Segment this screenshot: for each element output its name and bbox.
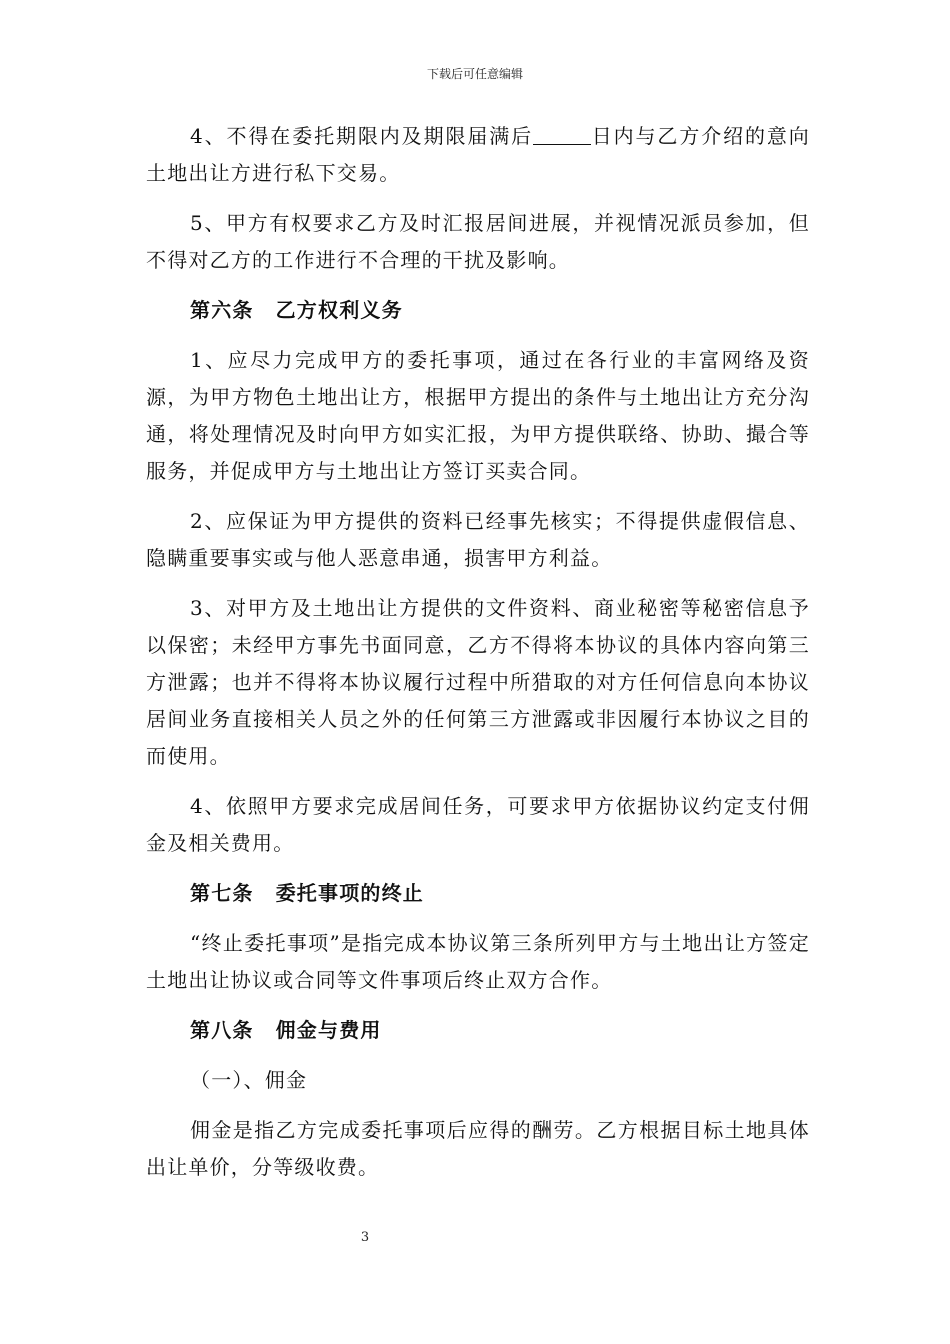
subsection-commission: （一）、佣金 bbox=[190, 1068, 308, 1092]
paragraph-termination: “终止委托事项”是指完成本协议第三条所列甲方与土地出让方签定土地出让协议或合同等文件事项后终止双方合作。 bbox=[146, 931, 810, 992]
article-number: 第七条 bbox=[190, 881, 254, 905]
document-body bbox=[146, 118, 810, 1199]
paragraph-party-a-5: 5、甲方有权要求乙方及时汇报居间进展，并视情况派员参加，但不得对乙方的工作进行不合理的干扰及影响。 bbox=[146, 211, 810, 272]
article-title: 乙方权利义务 bbox=[275, 298, 403, 322]
paragraph-party-b-3: 3、对甲方及土地出让方提供的文件资料、商业秘密等秘密信息予以保密；未经甲方事先书面同意，乙方不得将本协议的具体内容向第三方泄露；也并不得将本协议履行过程中所猎取的对方任何信息向本协议居间业务直接相关人员之外的任何第三方泄露或非因履行本协议之目的而使用。 bbox=[146, 596, 810, 768]
article-number: 第八条 bbox=[190, 1018, 254, 1042]
page-number: 3 bbox=[360, 1230, 370, 1245]
paragraph-party-b-2: 2、应保证为甲方提供的资料已经事先核实；不得提供虚假信息、隐瞒重要事实或与他人恶意串通，损害甲方利益。 bbox=[146, 509, 810, 570]
paragraph-party-a-4 bbox=[146, 118, 810, 192]
article-title: 委托事项的终止 bbox=[275, 881, 425, 905]
article-number: 第六条 bbox=[190, 298, 254, 322]
article-8-heading bbox=[146, 1012, 810, 1049]
paragraph-text: 4、不得在委托期限内及期限届满后 bbox=[190, 124, 534, 148]
page-header: 下载后可任意编辑 bbox=[426, 67, 523, 81]
article-7-heading bbox=[146, 875, 810, 912]
paragraph-party-b-4: 4、依照甲方要求完成居间任务，可要求甲方依据协议约定支付佣金及相关费用。 bbox=[146, 794, 810, 855]
article-title: 佣金与费用 bbox=[275, 1018, 382, 1042]
paragraph-text: 日内与乙方介绍的意向土地出让方进行私下交易。 bbox=[146, 124, 810, 185]
blank-days-field bbox=[533, 124, 591, 145]
paragraph-party-b-1: 1、应尽力完成甲方的委托事项，通过在各行业的丰富网络及资源，为甲方物色土地出让方，根据甲方提出的条件与土地出让方充分沟通，将处理情况及时向甲方如实汇报，为甲方提供联络、协助、撮合等服务，并促成甲方与土地出让方签订买卖合同。 bbox=[146, 348, 810, 483]
article-6-heading bbox=[146, 292, 810, 329]
paragraph-commission: 佣金是指乙方完成委托事项后应得的酬劳。乙方根据目标土地具体出让单价，分等级收费。 bbox=[146, 1118, 810, 1179]
